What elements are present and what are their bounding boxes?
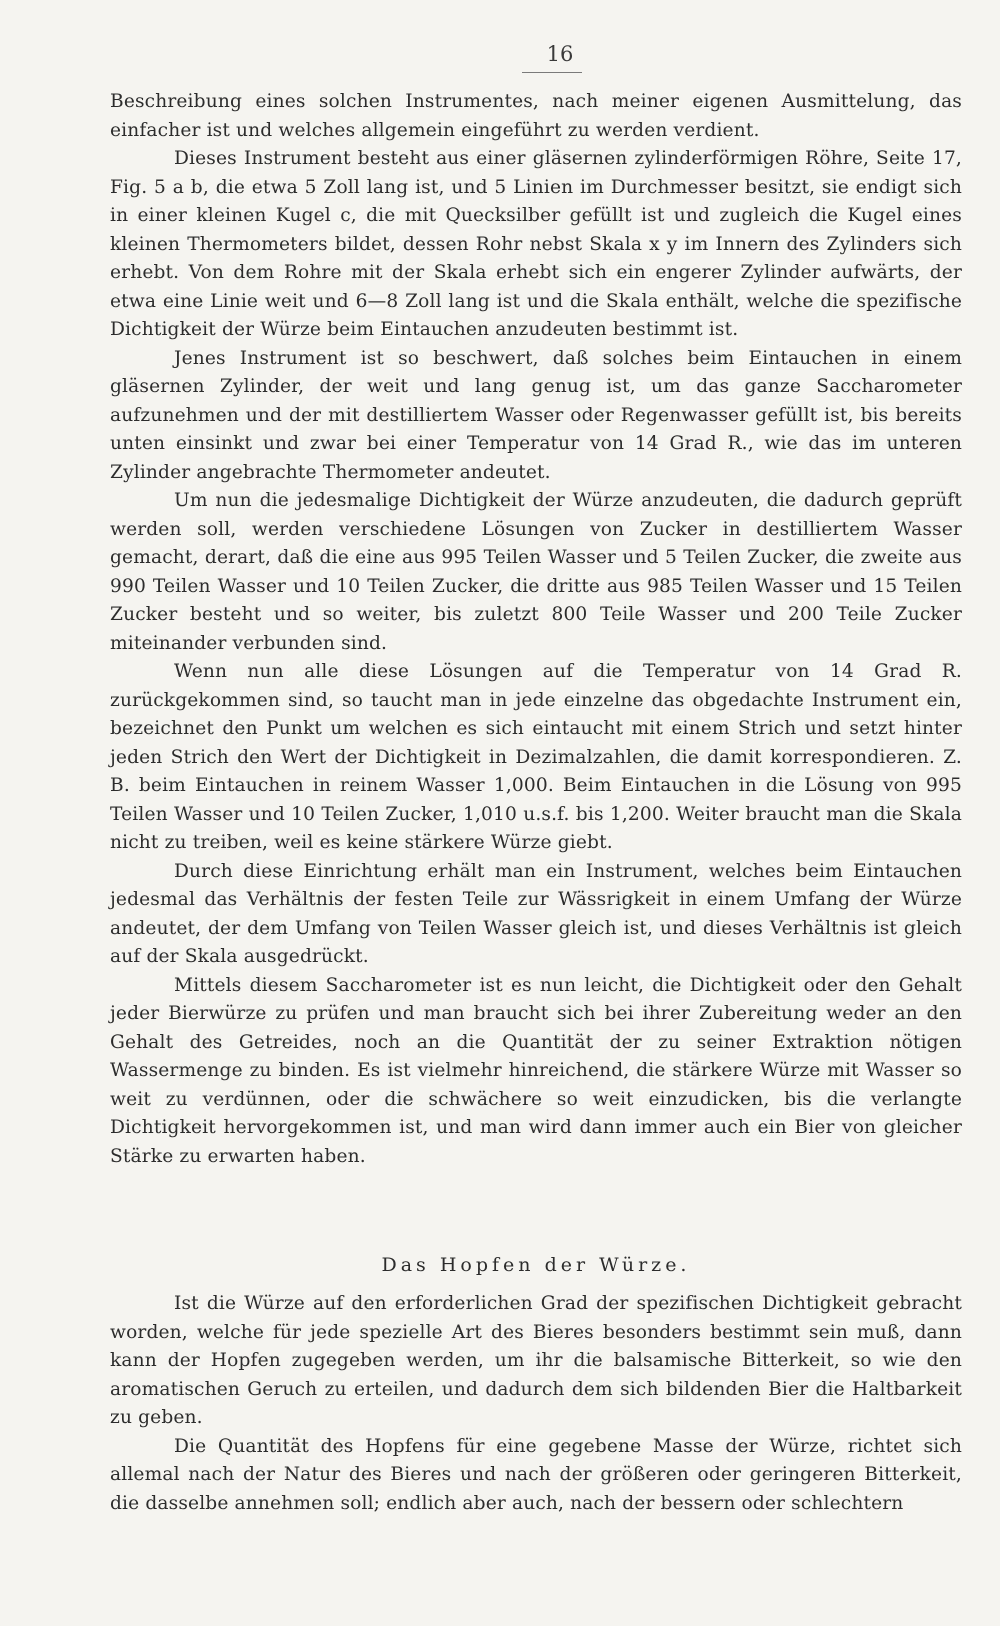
paragraph: Wenn nun alle diese Lösungen auf die Temperatur von 14 Grad R. zurückgekommen sind, so taucht man in jede einzelne das obgedachte Instrument ein, bezeichnet den Punkt um welchen es sich eintaucht mit einem Strich und setzt hinter jeden Strich den Wert der Dichtigkeit in Dezimalzahlen, die damit korrespondieren. Z. B. beim Eintauchen in reinem Wasser 1,000. Beim Eintauchen in die Lösung von 995 Teilen Wasser und 10 Teilen Zucker, 1,010 u.s.f. bis 1,200. Weiter braucht man die Skala nicht zu treiben, weil es keine stärkere Würze giebt. [110,661,962,853]
section-heading: Das Hopfen der Würze. [381,1254,691,1276]
paragraph: Jenes Instrument ist so beschwert, daß solches beim Eintauchen in einem gläsernen Zylinder, der weit und lang genug ist, um das ganze Saccharometer aufzunehmen und der mit destilliertem Wasser oder Regenwasser gefüllt ist, bis bereits unten einsinkt und zwar bei einer Temperatur von 14 Grad R., wie das im unteren Zylinder angebrachte Thermometer andeutet. [110,347,962,483]
paragraph: Die Quantität des Hopfens für eine gegebene Masse der Würze, richtet sich allemal nach der Natur des Bieres und nach der größeren oder geringeren Bitterkeit, die dasselbe annehmen soll; endlich aber auch, nach der bessern oder schlechtern [110,1435,962,1514]
paragraph: Um nun die jedesmalige Dichtigkeit der Würze anzudeuten, die dadurch geprüft werden soll, werden verschiedene Lösungen von Zucker in destilliertem Wasser gemacht, derart, daß die eine aus 995 Teilen Wasser und 5 Teilen Zucker, die zweite aus 990 Teilen Wasser und 10 Teilen Zucker, die dritte aus 985 Teilen Wasser und 15 Teilen Zucker besteht und so weiter, bis zuletzt 800 Teile Wasser und 200 Teile Zucker miteinander verbunden sind. [110,490,962,654]
paragraph: Dieses Instrument besteht aus einer gläsernen zylinderförmigen Röhre, Seite 17, Fig. 5 a b, die etwa 5 Zoll lang ist, und 5 Linien im Durchmesser besitzt, sie endigt sich in einer kleinen Kugel c, die mit Quecksilber gefüllt ist und zugleich die Kugel eines kleinen Thermometers bildet, dessen Rohr nebst Skala x y im Innern des Zylinders sich erhebt. Von dem Rohre mit der Skala erhebt sich ein engerer Zylinder aufwärts, der etwa eine Linie weit und 6—8 Zoll lang ist und die Skala enthält, welche die spezifische Dichtigkeit der Würze beim Eintauchen anzudeuten bestimmt ist. [110,148,962,340]
body-text-before-heading [110,88,962,1171]
page-number-rule [522,72,582,73]
paragraph: Beschreibung eines solchen Instrumentes, nach meiner eigenen Ausmittelung, das einfacher ist und welches allgemein eingeführt zu werden verdient. [110,91,962,141]
paragraph: Mittels diesem Saccharometer ist es nun leicht, die Dichtigkeit oder den Gehalt jeder Bierwürze zu prüfen und man braucht sich bei ihrer Zubereitung weder an den Gehalt des Getreides, noch an die Quantität der zu seiner Extraktion nötigen Wassermenge zu binden. Es ist vielmehr hinreichend, die stärkere Würze mit Wasser so weit zu verdünnen, oder die schwächere so weit einzudicken, bis die verlangte Dichtigkeit hervorgekommen ist, und man wird dann immer auch ein Bier von gleicher Stärke zu erwarten haben. [110,974,962,1167]
paragraph: Durch diese Einrichtung erhält man ein Instrument, welches beim Eintauchen jedesmal das Verhältnis der festen Teile zur Wässrigkeit in einem Umfang der Würze andeutet, der dem Umfang von Teilen Wasser gleich ist, und dieses Verhältnis ist gleich auf der Skala ausgedrückt. [110,860,962,967]
body-text-after-heading [110,1290,962,1518]
paragraph: Ist die Würze auf den erforderlichen Grad der spezifischen Dichtigkeit gebracht worden, welche für jede spezielle Art des Bieres besonders bestimmt sein muß, dann kann der Hopfen zugegeben werden, um ihr die balsamische Bitterkeit, so wie den aromatischen Geruch zu erteilen, und dadurch dem sich bildenden Bier die Haltbarkeit zu geben. [110,1293,962,1428]
page-number: 16 [546,42,574,66]
